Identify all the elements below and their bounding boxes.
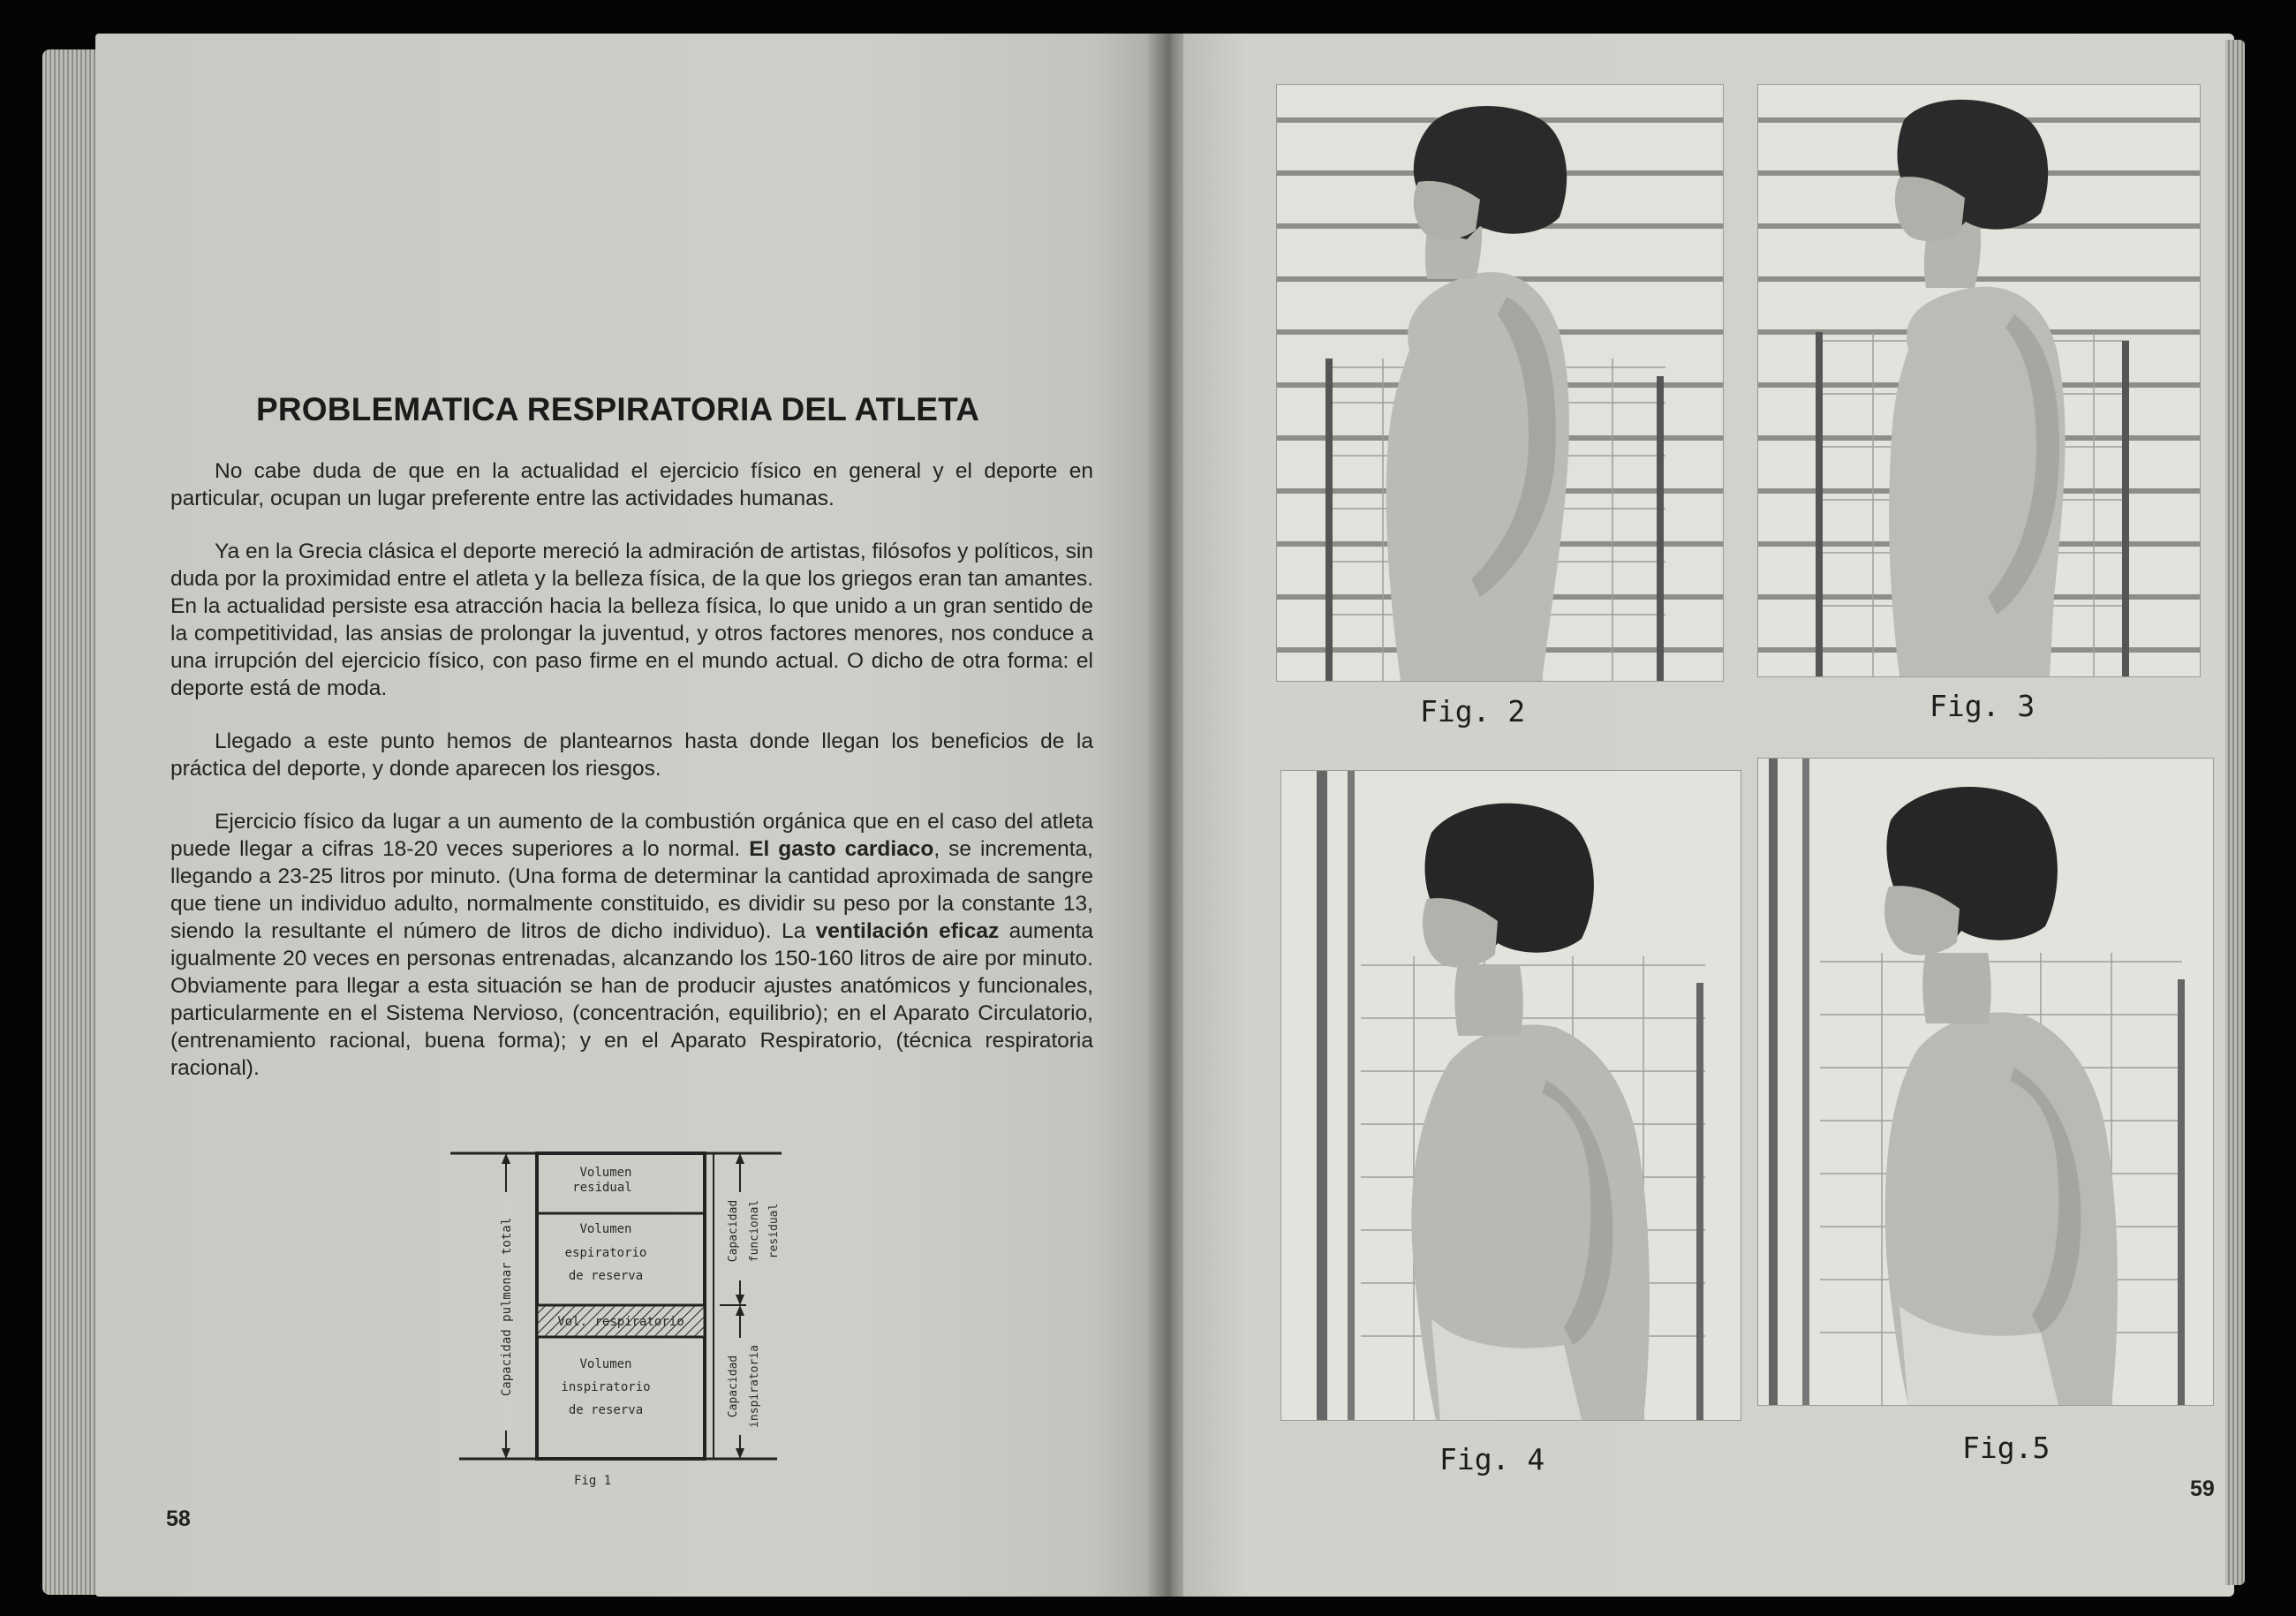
espiratorio-label-1: Volumen: [579, 1222, 632, 1236]
lung-volume-diagram: [442, 1139, 795, 1492]
total-capacity-arrow-bottom-icon: [502, 1448, 510, 1459]
ic-arrow-top-icon: [736, 1305, 744, 1316]
espiratorio-label-3: de reserva: [568, 1269, 644, 1283]
paragraph-4-text-b: , se incrementa, llegando a 23-25 litros por minuto. (Una forma de determinar la cantidad aproximada de sangre que tiene un individuo adulto, normalmente constituido, es dividir su peso por la constante 13, siendo la resultante el número de litros de dicho individuo). La: [170, 837, 1093, 943]
residual-label-2: residual: [572, 1181, 632, 1195]
vol-respiratorio-label: Vol. respiratorio: [557, 1315, 684, 1329]
page-number-left: 58: [166, 1507, 191, 1531]
inspiratorio-label-3: de reserva: [568, 1403, 644, 1417]
ic-label-1: Capacidad: [727, 1355, 740, 1418]
paragraph-4: [170, 808, 1093, 1082]
page-stack-edge-right: [2225, 40, 2245, 1585]
figure-2-caption: Fig. 2: [1420, 694, 1526, 729]
figure-4-caption: Fig. 4: [1439, 1442, 1545, 1476]
paragraph-3: Llegado a este punto hemos de plantearnos hasta donde llegan los beneficios de la práctica del deporte, y donde aparecen los riesgos.: [170, 729, 1093, 781]
bold-gasto-cardiaco: El gasto cardiaco: [749, 837, 934, 861]
figure-4-photo: [1280, 770, 1741, 1421]
lung-volume-diagram-svg: [442, 1139, 795, 1492]
ic-arrow-bottom-icon: [736, 1448, 744, 1459]
athlete-profile-photo-3: [1758, 85, 2200, 676]
article-body: [170, 457, 1093, 1107]
figure-5-photo: [1757, 758, 2214, 1406]
ic-label-2: inspiratoria: [748, 1345, 761, 1428]
bold-ventilacion-eficaz: ventilación eficaz: [815, 919, 1000, 943]
total-capacity-arrow-top-icon: [502, 1153, 510, 1164]
article-title: PROBLEMATICA RESPIRATORIA DEL ATLETA: [256, 391, 980, 427]
figure-2-photo: [1276, 84, 1724, 682]
fig1-caption: Fig 1: [574, 1474, 612, 1488]
frc-arrow-top-icon: [736, 1153, 744, 1164]
athlete-profile-photo-4: [1281, 771, 1741, 1420]
page-number-right: 59: [2190, 1476, 2215, 1501]
residual-label-1: Volumen: [579, 1166, 632, 1180]
paragraph-4-text-c: aumenta igualmente 20 veces en personas entrenadas, alcanzando los 150-160 litros de aire por minuto. Obviamente para llegar a esta situación se han de producir ajustes anatómicos y funcionales, particularmente en el Sistema Nervioso, (concentración, equilibrio); en el Aparato Circulatorio, (entrenamiento racional, buena forma); y en el Aparato Respiratorio, (técnica respiratoria racional).: [170, 919, 1093, 1080]
paragraph-2: Ya en la Grecia clásica el deporte mereció la admiración de artistas, filósofos y políticos, sin duda por la proximidad entre el atleta y la belleza física, de la que los griegos eran tan amantes. En la actualidad persiste esa atracción hacia la belleza física, lo que unido a un gran sentido de la competitividad, las ansias de prolongar la juventud, y otros factores menores, nos conduce a una irrupción del ejercicio físico, con paso firme en el mundo actual. O dicho de otra forma: el deporte está de moda.: [170, 540, 1093, 700]
athlete-profile-photo-5: [1758, 759, 2213, 1405]
paragraph-4-text-a: Ejercicio físico da lugar a un aumento de la combustión orgánica que en el caso del atleta puede llegar a cifras 18-20 veces superiores a lo normal.: [170, 810, 1093, 861]
inspiratorio-label-1: Volumen: [579, 1357, 632, 1371]
figure-3-photo: [1757, 84, 2201, 677]
figure-5-caption: Fig.5: [1962, 1431, 2051, 1465]
frc-label-2: funcional: [748, 1199, 761, 1263]
athlete-profile-photo-2: [1277, 85, 1723, 681]
espiratorio-label-2: espiratorio: [564, 1246, 647, 1260]
frc-arrow-bottom-icon: [736, 1295, 744, 1305]
figure-3-caption: Fig. 3: [1930, 689, 2035, 723]
frc-label-3: residual: [767, 1203, 781, 1259]
paragraph-1: No cabe duda de que en la actualidad el ejercicio físico en general y el deporte en particular, ocupan un lugar preferente entre las actividades humanas.: [170, 459, 1093, 510]
frc-label-1: Capacidad: [727, 1199, 740, 1263]
total-capacity-label: Capacidad pulmonar total: [500, 1217, 514, 1397]
inspiratorio-label-2: inspiratorio: [561, 1380, 651, 1394]
